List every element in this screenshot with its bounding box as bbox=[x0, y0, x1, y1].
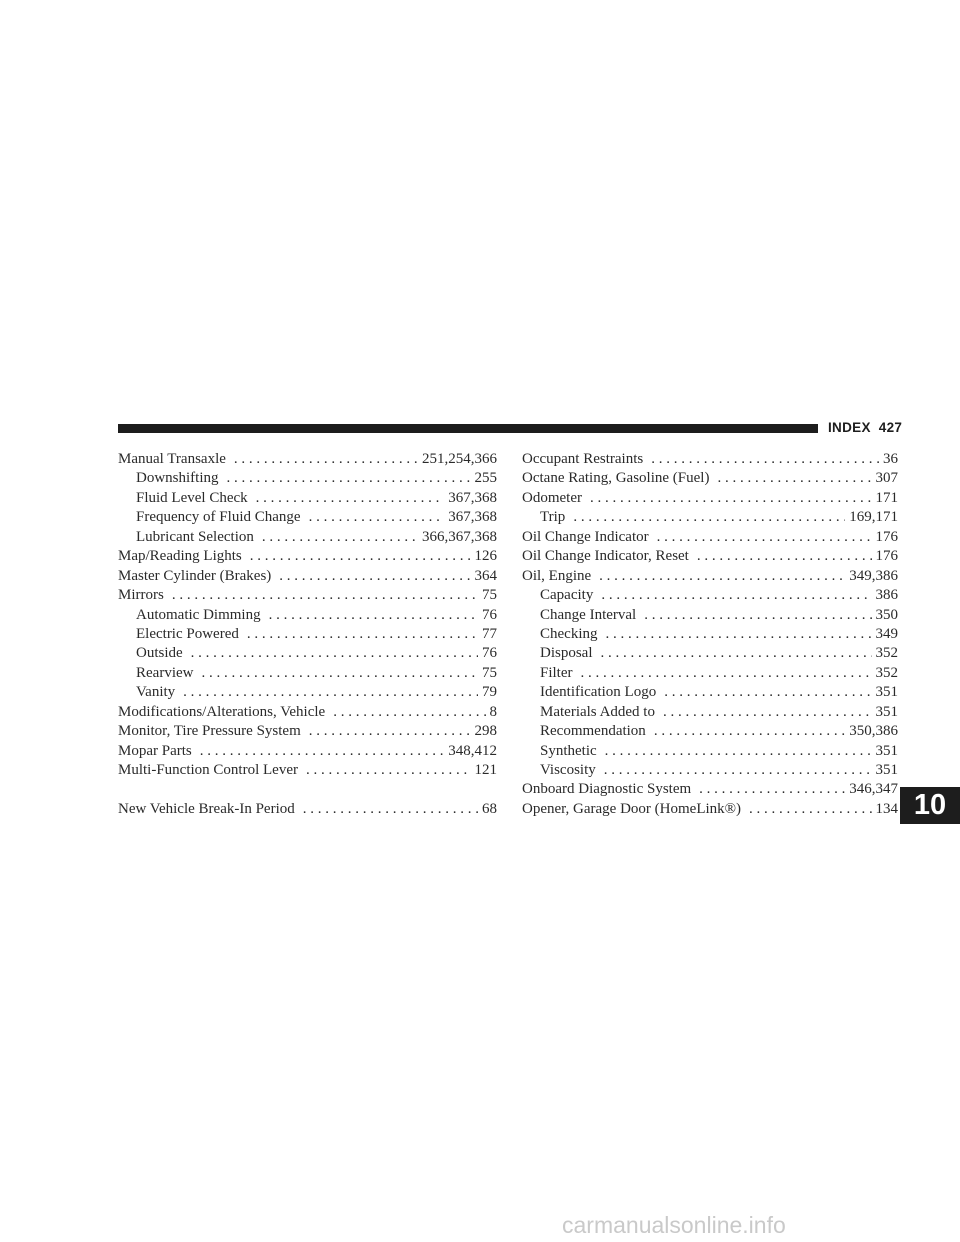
index-term: Occupant Restraints bbox=[522, 451, 644, 467]
dot-leader bbox=[201, 664, 478, 683]
dot-leader bbox=[234, 450, 418, 469]
index-page-ref: 307 bbox=[875, 470, 898, 487]
index-entry bbox=[522, 469, 898, 488]
index-entry bbox=[118, 625, 497, 644]
index-entry bbox=[118, 683, 497, 702]
index-page-ref: 8 bbox=[489, 703, 497, 720]
index-term: Opener, Garage Door (HomeLink®) bbox=[522, 800, 742, 817]
index-page-ref: 298 bbox=[474, 723, 497, 740]
index-page-ref: 176 bbox=[875, 548, 898, 565]
index-term: Fluid Level Check bbox=[136, 489, 248, 506]
index-entry bbox=[118, 508, 497, 527]
dot-leader bbox=[663, 703, 872, 722]
index-term: Checking bbox=[540, 625, 598, 642]
index-entry bbox=[522, 683, 898, 702]
dot-leader bbox=[303, 800, 478, 819]
index-page-ref: 349 bbox=[875, 625, 898, 642]
index-entry bbox=[522, 800, 898, 819]
dot-leader bbox=[590, 489, 872, 508]
index-term: Automatic Dimming bbox=[136, 606, 261, 623]
index-page-ref: 351 bbox=[875, 762, 898, 778]
dot-leader bbox=[697, 547, 872, 566]
dot-leader bbox=[269, 606, 478, 625]
dot-leader bbox=[309, 722, 471, 741]
index-page-ref: 351 bbox=[875, 684, 898, 701]
index-page-ref: 352 bbox=[875, 664, 898, 681]
index-page-ref: 255 bbox=[474, 470, 497, 487]
index-term: Synthetic bbox=[540, 742, 597, 759]
dot-leader bbox=[250, 547, 471, 566]
index-entry bbox=[118, 469, 497, 488]
index-page-ref: 346,347 bbox=[849, 781, 898, 798]
dot-leader bbox=[606, 625, 872, 644]
watermark: carmanualsonline.info bbox=[562, 1212, 786, 1238]
index-entry bbox=[522, 722, 898, 741]
dot-leader bbox=[605, 742, 872, 761]
running-header bbox=[828, 420, 902, 435]
dot-leader bbox=[262, 528, 418, 547]
index-term: Disposal bbox=[540, 645, 593, 662]
index-page-ref: 176 bbox=[875, 528, 898, 545]
dot-leader bbox=[227, 469, 471, 488]
dot-leader bbox=[333, 703, 485, 722]
index-entry bbox=[118, 644, 497, 663]
index-entry bbox=[118, 722, 497, 741]
index-entry bbox=[522, 567, 898, 586]
index-entry bbox=[118, 606, 497, 625]
index-page-ref: 76 bbox=[482, 606, 497, 623]
index-entry bbox=[118, 528, 497, 547]
index-entry bbox=[522, 528, 898, 547]
index-term: Onboard Diagnostic System bbox=[522, 781, 692, 798]
index-term: Map/Reading Lights bbox=[118, 548, 242, 565]
index-term: Outside bbox=[136, 645, 183, 662]
dot-leader bbox=[601, 644, 872, 663]
index-entry bbox=[118, 547, 497, 566]
index-column-left bbox=[118, 450, 497, 819]
index-term: Electric Powered bbox=[136, 625, 239, 642]
dot-leader bbox=[191, 644, 478, 663]
index-entry bbox=[118, 489, 497, 508]
index-page-ref: 134 bbox=[875, 800, 898, 817]
dot-leader bbox=[256, 489, 445, 508]
dot-leader bbox=[654, 722, 845, 741]
index-term: Multi-Function Control Lever bbox=[118, 762, 298, 778]
index-page-ref: 251,254,366 bbox=[422, 451, 497, 467]
dot-leader bbox=[172, 586, 478, 605]
index-page-ref: 348,412 bbox=[448, 742, 497, 759]
dot-leader bbox=[279, 567, 470, 586]
index-term: Modifications/Alterations, Vehicle bbox=[118, 703, 326, 720]
index-page-ref: 171 bbox=[875, 489, 898, 506]
index-page-ref: 121 bbox=[474, 762, 497, 778]
dot-leader bbox=[664, 683, 871, 702]
index-page-ref: 169,171 bbox=[849, 509, 898, 526]
index-term: Capacity bbox=[540, 587, 594, 604]
dot-leader bbox=[309, 508, 445, 527]
dot-leader bbox=[183, 683, 478, 702]
index-term: Oil, Engine bbox=[522, 567, 592, 584]
dot-leader bbox=[247, 625, 478, 644]
index-term: Oil Change Indicator bbox=[522, 528, 649, 545]
index-entry bbox=[118, 742, 497, 761]
index-term: Recommendation bbox=[540, 723, 646, 740]
dot-leader bbox=[657, 528, 872, 547]
dot-leader bbox=[749, 800, 871, 819]
index-entry bbox=[522, 742, 898, 761]
index-page-ref: 349,386 bbox=[849, 567, 898, 584]
index-term: Master Cylinder (Brakes) bbox=[118, 567, 272, 584]
index-column-right bbox=[522, 450, 898, 819]
chapter-tab: 10 bbox=[900, 787, 960, 824]
index-entry bbox=[522, 664, 898, 683]
index-entry bbox=[522, 606, 898, 625]
index-entry bbox=[118, 761, 497, 780]
index-term: Rearview bbox=[136, 664, 194, 681]
index-page-ref: 77 bbox=[482, 625, 497, 642]
dot-leader bbox=[717, 469, 871, 488]
section-title: INDEX bbox=[828, 420, 871, 435]
index-term: Downshifting bbox=[136, 470, 219, 487]
index-term: Manual Transaxle bbox=[118, 451, 226, 467]
index-term: Odometer bbox=[522, 489, 582, 506]
dot-leader bbox=[604, 761, 872, 780]
index-page-ref: 351 bbox=[875, 703, 898, 720]
index-entry bbox=[522, 450, 898, 469]
index-page-ref: 79 bbox=[482, 684, 497, 701]
index-page-ref: 367,368 bbox=[448, 509, 497, 526]
index-page-ref: 75 bbox=[482, 587, 497, 604]
index-term: Materials Added to bbox=[540, 703, 655, 720]
index-entry bbox=[118, 586, 497, 605]
index-entry bbox=[522, 703, 898, 722]
header-rule bbox=[118, 424, 818, 433]
index-page-ref: 386 bbox=[875, 587, 898, 604]
dot-leader bbox=[644, 606, 871, 625]
index-entry bbox=[522, 625, 898, 644]
dot-leader bbox=[651, 450, 879, 469]
index-term: Vanity bbox=[136, 684, 176, 701]
index-entry bbox=[522, 489, 898, 508]
index-entry bbox=[118, 703, 497, 722]
index-page-ref: 68 bbox=[482, 800, 497, 817]
dot-leader bbox=[573, 508, 845, 527]
index-page-ref: 126 bbox=[474, 548, 497, 565]
index-entry bbox=[522, 644, 898, 663]
index-term: Change Interval bbox=[540, 606, 637, 623]
index-page-ref: 351 bbox=[875, 742, 898, 759]
index-entry bbox=[522, 547, 898, 566]
index-entry bbox=[522, 508, 898, 527]
index-term: Mopar Parts bbox=[118, 742, 192, 759]
index-page-ref: 75 bbox=[482, 664, 497, 681]
index-page-ref: 76 bbox=[482, 645, 497, 662]
dot-leader bbox=[699, 780, 845, 799]
index-entry bbox=[522, 761, 898, 780]
index-entry bbox=[522, 586, 898, 605]
index-term: Filter bbox=[540, 664, 573, 681]
index-entry bbox=[118, 567, 497, 586]
index-term: Monitor, Tire Pressure System bbox=[118, 723, 301, 740]
index-entry bbox=[118, 664, 497, 683]
dot-leader bbox=[200, 742, 445, 761]
index-page-ref: 364 bbox=[474, 567, 497, 584]
index-page-ref: 350,386 bbox=[849, 723, 898, 740]
index-term: Identification Logo bbox=[540, 684, 657, 701]
index-entry bbox=[118, 450, 497, 469]
index-page-ref: 367,368 bbox=[448, 489, 497, 506]
index-term: New Vehicle Break-In Period bbox=[118, 800, 295, 817]
dot-leader bbox=[581, 664, 872, 683]
dot-leader bbox=[599, 567, 845, 586]
index-page-ref: 36 bbox=[883, 451, 898, 467]
index-entry bbox=[118, 800, 497, 819]
index-term: Trip bbox=[540, 509, 566, 526]
index-page-ref: 352 bbox=[875, 645, 898, 662]
page-number: 427 bbox=[878, 420, 903, 435]
index-entry bbox=[522, 780, 898, 799]
index-page-ref: 350 bbox=[875, 606, 898, 623]
index-term: Lubricant Selection bbox=[136, 528, 254, 545]
index-term: Frequency of Fluid Change bbox=[136, 509, 301, 526]
index-term: Oil Change Indicator, Reset bbox=[522, 548, 689, 565]
dot-leader bbox=[601, 586, 871, 605]
index-term: Octane Rating, Gasoline (Fuel) bbox=[522, 470, 710, 487]
index-term: Mirrors bbox=[118, 587, 164, 604]
dot-leader bbox=[306, 761, 471, 780]
index-page-ref: 366,367,368 bbox=[422, 528, 497, 545]
index-term: Viscosity bbox=[540, 762, 596, 778]
